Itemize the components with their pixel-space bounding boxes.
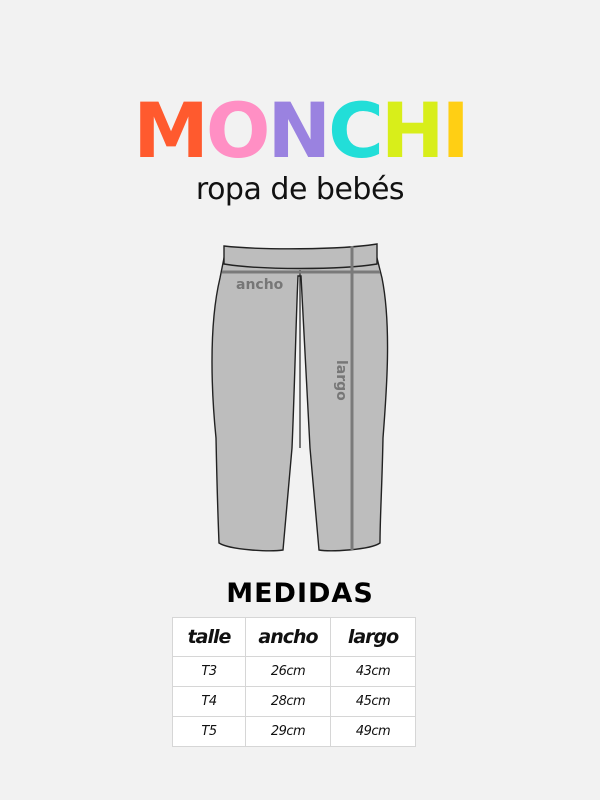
column-header: talle [173, 618, 246, 657]
table-row [173, 717, 416, 747]
section-title: MEDIDAS [226, 578, 374, 609]
logo-letter: N [267, 86, 329, 175]
logo-letter: M [133, 86, 206, 175]
logo-letter: I [441, 86, 467, 175]
column-header: largo [331, 618, 416, 657]
table-row [173, 687, 416, 717]
table-cell: 29cm [246, 717, 331, 747]
logo-letter: O [205, 86, 268, 175]
table-cell: 43cm [331, 657, 416, 687]
table-cell: T5 [173, 717, 246, 747]
logo-letter: H [380, 86, 442, 175]
table-cell: 49cm [331, 717, 416, 747]
logo-letter: C [328, 86, 381, 175]
width-label: ancho [236, 277, 284, 293]
size-table [172, 617, 416, 747]
pants-diagram [200, 238, 400, 558]
brand-tagline: ropa de bebés [195, 172, 405, 207]
table-cell: 45cm [331, 687, 416, 717]
waistband [224, 244, 377, 269]
table-cell: T3 [173, 657, 246, 687]
table-cell: T4 [173, 687, 246, 717]
brand-logo [0, 86, 600, 176]
table-cell: 28cm [246, 687, 331, 717]
table-row [173, 657, 416, 687]
table-cell: 26cm [246, 657, 331, 687]
column-header: ancho [246, 618, 331, 657]
length-label: largo [333, 360, 349, 401]
table-header-row [173, 618, 416, 657]
